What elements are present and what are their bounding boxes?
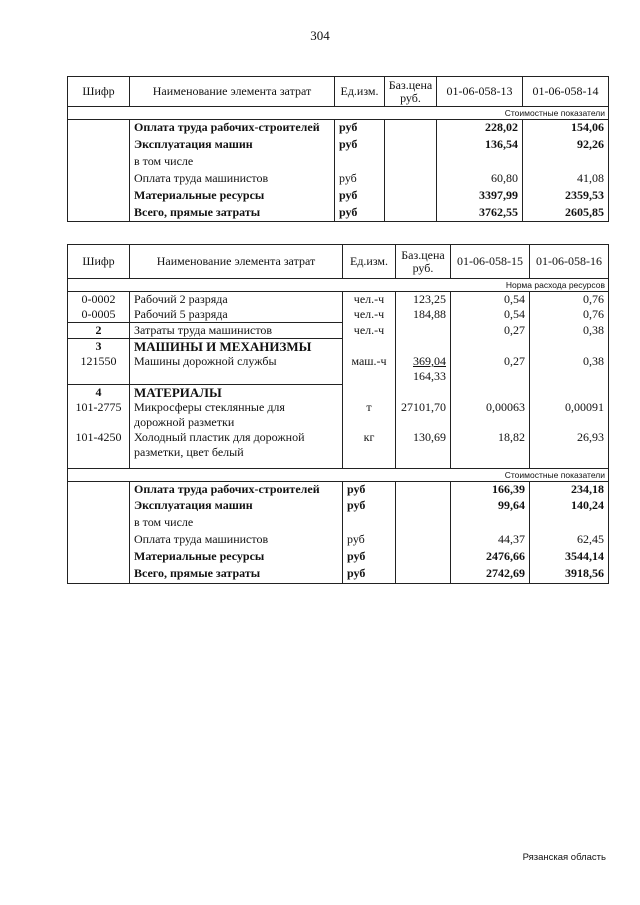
cell-unit: руб	[343, 532, 396, 549]
cell-unit: руб	[335, 137, 385, 154]
header-name: Наименование элемента затрат	[130, 77, 335, 107]
price-value: 27101,70	[401, 399, 446, 414]
cell-value-1	[451, 515, 530, 532]
cell-code: 4	[68, 384, 130, 400]
cell-unit	[335, 154, 385, 171]
header-unit: Ед.изм.	[343, 245, 396, 279]
cell-code	[68, 566, 130, 583]
table-row	[68, 307, 609, 323]
page-number: 304	[310, 28, 330, 43]
spacer-cell	[130, 460, 343, 469]
section-label-row	[68, 468, 609, 481]
cell-value-2	[530, 339, 609, 355]
cell-name: в том числе	[130, 154, 335, 171]
table-row	[68, 481, 609, 498]
cell-code	[68, 171, 130, 188]
price-value: 123,25	[413, 292, 446, 306]
cell-unit: руб	[335, 171, 385, 188]
cell-value-2: 0,38	[530, 323, 609, 339]
cell-price	[396, 549, 451, 566]
cell-name: Эксплуатация машин	[130, 137, 335, 154]
cell-price	[396, 384, 451, 400]
cell-unit: руб	[343, 566, 396, 583]
cell-code	[68, 532, 130, 549]
cell-value-1: 136,54	[437, 137, 523, 154]
table-row	[68, 400, 609, 430]
cell-name: Материальные ресурсы	[130, 188, 335, 205]
table-row	[68, 498, 609, 515]
cell-value-1: 2476,66	[451, 549, 530, 566]
section-label: Стоимостные показатели	[68, 107, 609, 120]
cell-name: Рабочий 5 разряда	[130, 307, 343, 323]
cell-unit: чел.-ч	[343, 307, 396, 323]
cost-table-1	[67, 76, 609, 222]
cell-value-1: 99,64	[451, 498, 530, 515]
header-col-1: 01-06-058-15	[451, 245, 530, 279]
cell-price	[385, 205, 437, 222]
cell-value-2: 3918,56	[530, 566, 609, 583]
cell-name: Затраты труда машинистов	[130, 323, 343, 339]
spacer-cell	[68, 460, 130, 469]
cell-value-2	[530, 515, 609, 532]
cell-value-2: 92,26	[523, 137, 609, 154]
table-row	[68, 292, 609, 308]
cell-code	[68, 120, 130, 137]
cell-price	[396, 566, 451, 583]
cell-unit: руб	[343, 498, 396, 515]
cell-value-2: 154,06	[523, 120, 609, 137]
cell-name: Оплата труда машинистов	[130, 171, 335, 188]
cell-value-1: 2742,69	[451, 566, 530, 583]
cell-value-1: 60,80	[437, 171, 523, 188]
cell-price	[385, 188, 437, 205]
cell-value-1: 0,54	[451, 292, 530, 308]
cell-code: 0-0005	[68, 307, 130, 323]
table-row	[68, 171, 609, 188]
cell-value-1: 3762,55	[437, 205, 523, 222]
cell-code: 121550	[68, 354, 130, 384]
table-row	[68, 566, 609, 583]
cell-name: Материальные ресурсы	[130, 549, 343, 566]
cell-name: в том числе	[130, 515, 343, 532]
cell-value-1: 166,39	[451, 481, 530, 498]
cell-code	[68, 137, 130, 154]
cell-value-1	[451, 339, 530, 355]
cell-name: Всего, прямые затраты	[130, 205, 335, 222]
cell-code	[68, 205, 130, 222]
cell-name: Оплата труда рабочих-строителей	[130, 481, 343, 498]
cell-value-2: 0,00091	[530, 400, 609, 430]
price-value: 369,04	[413, 354, 446, 368]
table-row	[68, 188, 609, 205]
cell-price	[385, 137, 437, 154]
cell-value-1: 228,02	[437, 120, 523, 137]
spacer-cell	[343, 460, 396, 469]
cell-price	[396, 400, 451, 430]
cell-value-2: 234,18	[530, 481, 609, 498]
cell-value-2: 3544,14	[530, 549, 609, 566]
cell-code: 101-2775	[68, 400, 130, 430]
cell-price	[385, 154, 437, 171]
cell-unit: руб	[343, 481, 396, 498]
cost-table-2	[67, 244, 609, 584]
cell-unit: руб	[335, 188, 385, 205]
cell-unit: руб	[335, 120, 385, 137]
header-code: Шифр	[68, 77, 130, 107]
header-col-1: 01-06-058-13	[437, 77, 523, 107]
cell-code	[68, 498, 130, 515]
price-value: 130,69	[413, 429, 446, 444]
cell-value-1: 44,37	[451, 532, 530, 549]
cell-value-2	[523, 154, 609, 171]
header-code: Шифр	[68, 245, 130, 279]
cell-code	[68, 188, 130, 205]
cell-price	[396, 307, 451, 323]
cell-unit: руб	[343, 549, 396, 566]
cell-name: Холодный пластик для дорожной разметки, цвет белый	[130, 430, 343, 460]
cell-code: 0-0002	[68, 292, 130, 308]
cell-value-1: 3397,99	[437, 188, 523, 205]
cell-value-1: 0,27	[451, 323, 530, 339]
header-name: Наименование элемента затрат	[130, 245, 343, 279]
cell-code: 3	[68, 339, 130, 355]
table-row	[68, 323, 609, 339]
footer-region: Рязанская область	[522, 852, 606, 863]
norm-label: Норма расхода ресурсов	[68, 279, 609, 292]
cell-value-1: 18,82	[451, 430, 530, 460]
spacer-cell	[396, 460, 451, 469]
cell-price	[396, 323, 451, 339]
spacer-cell	[530, 460, 609, 469]
cell-code	[68, 549, 130, 566]
cell-price	[385, 171, 437, 188]
table-row	[68, 154, 609, 171]
cell-price	[396, 430, 451, 460]
cell-name: МАШИНЫ И МЕХАНИЗМЫ	[130, 339, 343, 355]
cell-value-2: 0,76	[530, 307, 609, 323]
spacer-row	[68, 460, 609, 469]
cell-value-2: 41,08	[523, 171, 609, 188]
cell-code: 101-4250	[68, 430, 130, 460]
table-row	[68, 384, 609, 400]
cell-value-2: 2359,53	[523, 188, 609, 205]
header-price: Баз.цена руб.	[396, 245, 451, 279]
cell-value-1: 0,54	[451, 307, 530, 323]
cell-name: Машины дорожной службы	[130, 354, 343, 384]
cell-unit	[343, 384, 396, 400]
header-unit: Ед.изм.	[335, 77, 385, 107]
cell-unit: чел.-ч	[343, 323, 396, 339]
cell-name: Всего, прямые затраты	[130, 566, 343, 583]
table-row	[68, 532, 609, 549]
cell-price	[396, 339, 451, 355]
cell-unit: чел.-ч	[343, 292, 396, 308]
cell-code: 2	[68, 323, 130, 339]
cell-value-2: 2605,85	[523, 205, 609, 222]
cell-name: Микросферы стеклянные для дорожной разметки	[130, 400, 343, 430]
table-row	[68, 354, 609, 384]
table-row	[68, 549, 609, 566]
cell-value-1	[437, 154, 523, 171]
cell-value-1: 0,27	[451, 354, 530, 384]
cell-value-2	[530, 384, 609, 400]
table-row	[68, 120, 609, 137]
table-row	[68, 515, 609, 532]
cell-value-2: 26,93	[530, 430, 609, 460]
cell-unit	[343, 515, 396, 532]
cell-value-2: 0,76	[530, 292, 609, 308]
table-row	[68, 430, 609, 460]
cell-unit: кг	[343, 430, 396, 460]
header-col-2: 01-06-058-14	[523, 77, 609, 107]
cell-price	[385, 120, 437, 137]
price-value: 184,88	[413, 307, 446, 321]
cell-name: МАТЕРИАЛЫ	[130, 384, 343, 400]
cell-unit: т	[343, 400, 396, 430]
cell-value-2: 140,24	[530, 498, 609, 515]
table-row	[68, 137, 609, 154]
price-value-2: 164,33	[413, 369, 446, 383]
header-price: Баз.цена руб.	[385, 77, 437, 107]
cell-name: Оплата труда рабочих-строителей	[130, 120, 335, 137]
cell-value-1	[451, 384, 530, 400]
cell-price	[396, 532, 451, 549]
table-row	[68, 205, 609, 222]
cell-unit: руб	[335, 205, 385, 222]
cell-price	[396, 498, 451, 515]
section-label: Стоимостные показатели	[68, 468, 609, 481]
cell-code	[68, 515, 130, 532]
spacer-cell	[451, 460, 530, 469]
cell-unit: маш.-ч	[343, 354, 396, 384]
cell-value-1: 0,00063	[451, 400, 530, 430]
cell-price	[396, 292, 451, 308]
cell-name: Оплата труда машинистов	[130, 532, 343, 549]
cell-unit	[343, 339, 396, 355]
cell-name: Эксплуатация машин	[130, 498, 343, 515]
header-col-2: 01-06-058-16	[530, 245, 609, 279]
cell-code	[68, 481, 130, 498]
cell-price	[396, 354, 451, 384]
cell-price	[396, 515, 451, 532]
cell-name: Рабочий 2 разряда	[130, 292, 343, 308]
cell-value-2: 0,38	[530, 354, 609, 384]
cell-price	[396, 481, 451, 498]
table-row	[68, 339, 609, 355]
cell-code	[68, 154, 130, 171]
cell-value-2: 62,45	[530, 532, 609, 549]
